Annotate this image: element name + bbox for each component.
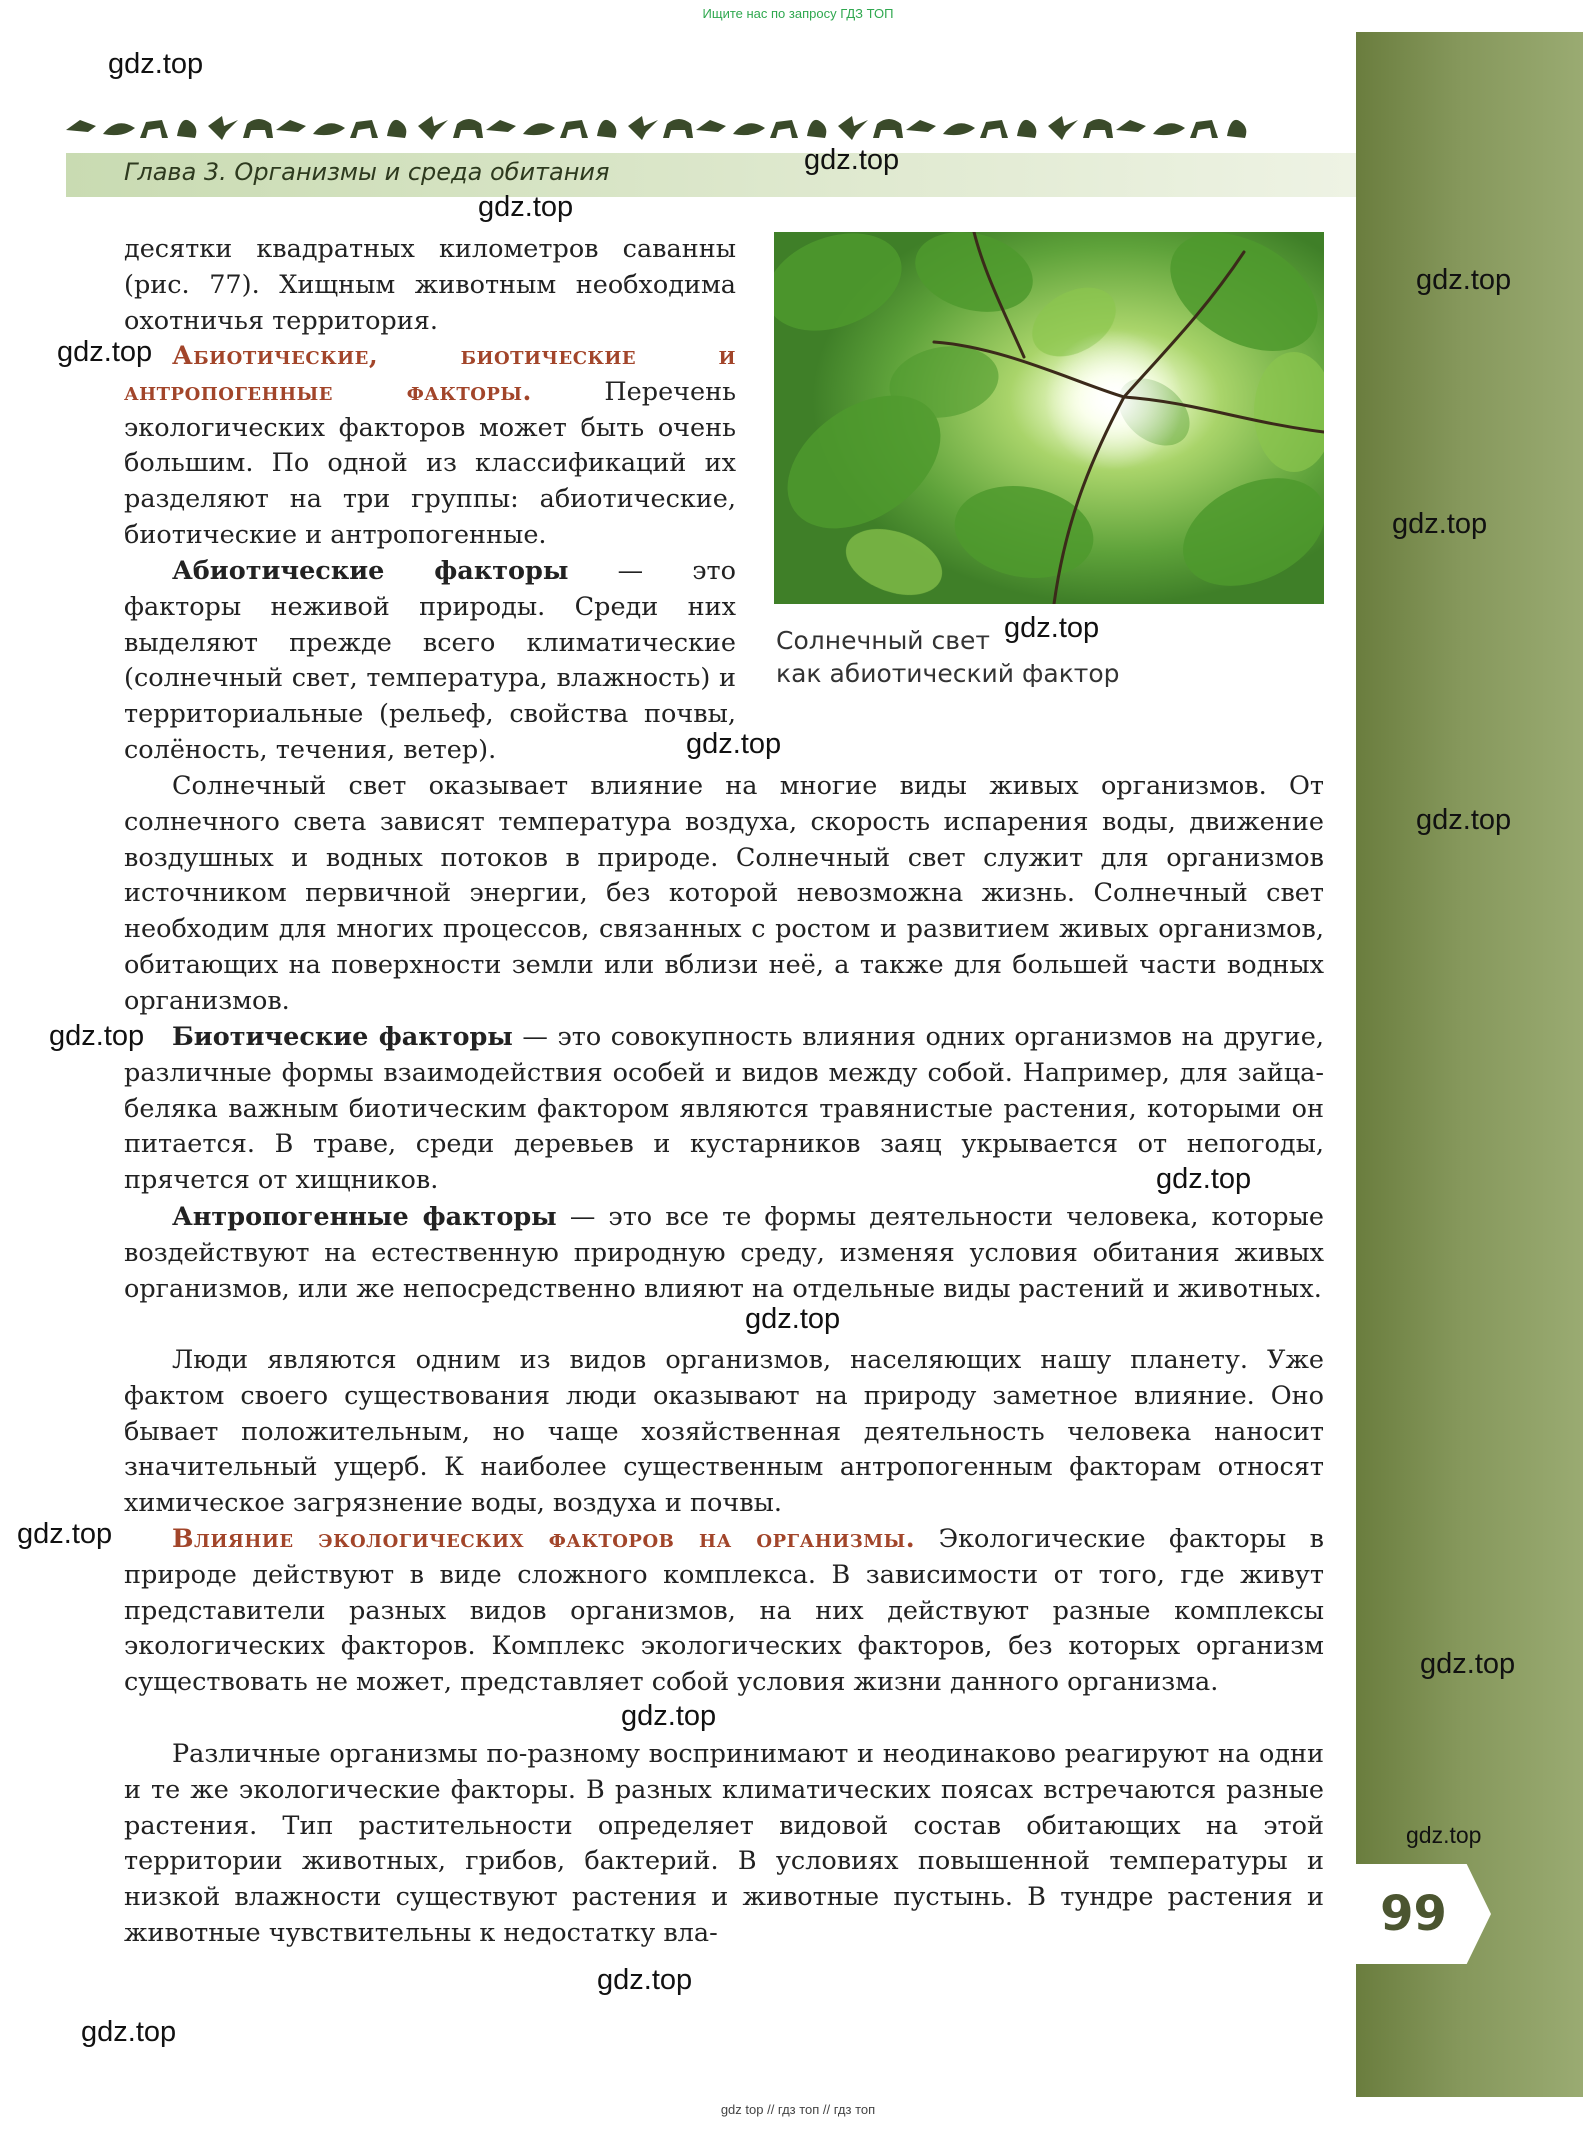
animal-silhouette-icon — [696, 120, 726, 132]
watermark: gdz.top — [597, 1964, 693, 1996]
animal-silhouette-icon — [1017, 120, 1036, 138]
animal-silhouette-icon — [486, 120, 516, 132]
animal-silhouette-icon — [276, 120, 306, 132]
animal-silhouette-icon — [838, 116, 868, 140]
chapter-title: Глава 3. Организмы и среда обитания — [124, 158, 610, 186]
watermark: gdz.top — [57, 336, 153, 368]
paragraph-biotic — [124, 1020, 1324, 1199]
animal-silhouette-icon — [597, 120, 616, 138]
paragraph-factor-influence-text: Экологические факторы в природе действуют в виде сложного комплекса. В зависимости от того, где живут представители разных видов организмов, на них действуют разные комплексы экологических факторов. Комплекс экологических факторов, без которых организм существовать не может, представляет собой условия жизни данного организма. — [124, 1524, 1324, 1698]
animal-silhouette-icon — [103, 123, 135, 135]
paragraph-humans: Люди являются одним из видов организмов, населяющих нашу планету. Уже фактом своего существования люди оказывают на природу заметное влияние. Оно бывает положительным, но чаще хозяйственная деятельность человека наносит значительный ущерб. К наиболее существенным антропогенным факторам относят химическое загрязнение воды, воздуха и почвы. — [124, 1345, 1324, 1519]
watermark: gdz.top — [49, 1020, 145, 1052]
paragraph-abiotic — [124, 554, 736, 769]
animal-silhouette-icon — [628, 116, 658, 140]
watermark: gdz.top — [1156, 1163, 1252, 1195]
animal-silhouette-icon — [208, 116, 238, 140]
term-anthropogenic: Антропогенные факторы — [172, 1202, 557, 1232]
paragraph-factor-groups — [124, 339, 736, 554]
animal-silhouette-icon — [1153, 123, 1185, 135]
paragraph-climate-zones: Различные организмы по-разному воспринимают и неодинаково реагируют на одни и те же экологические факторы. В разных климатических поясах встречаются разные растения. Тип растительности определяет видовой состав обитающих на этой территории животных, грибов, бактерий. В условиях повышенной температуры и низкой влажности существуют растения и животные пустынь. В тундре растения и животные чувствительны к недостатку вла- — [124, 1739, 1324, 1948]
animal-silhouette-icon — [140, 120, 168, 138]
animal-silhouette-icon — [387, 120, 406, 138]
top-search-note: Ищите нас по запросу ГДЗ ТОП — [702, 6, 894, 21]
animal-silhouette-icon — [1227, 120, 1246, 138]
watermark: gdz.top — [686, 728, 782, 760]
watermark: gdz.top — [1406, 1822, 1482, 1848]
page-sidebar — [1356, 32, 1583, 2097]
term-biotic: Биотические факторы — [172, 1022, 513, 1052]
animal-silhouette-icon — [943, 123, 975, 135]
paragraph-factor-groups-text: Перечень экологических факторов может быть очень большим. По одной из классификаций их разделяют на три группы: абиотические, биотические и антропогенные. — [124, 376, 736, 550]
caption-line-1: Солнечный свет — [776, 626, 990, 655]
watermark: gdz.top — [17, 1518, 113, 1550]
paragraph-anthropogenic-text: — это все те формы деятельности человека, которые воздействуют на естественную природную среду, изменяя условия обитания живых организмов, или же непосредственно влияют на отдельные виды растений и животных. — [124, 1202, 1324, 1304]
watermark: gdz.top — [1416, 264, 1512, 296]
paragraph-sunlight: Солнечный свет оказывает влияние на многие виды живых организмов. От солнечного света зависят температура воздуха, скорость испарения воды, движение воздушных и водных потоков в природе. Солнечный свет служит для организмов источником первичной энергии, без которой невозможна жизнь. Солнечный свет необходим для многих процессов, связанных с ростом и развитием живых организмов, обитающих на поверхности земли или вблизи неё, а также для большей части водных организмов. — [124, 771, 1324, 1016]
animal-silhouette-icon — [523, 123, 555, 135]
watermark: gdz.top — [1004, 612, 1100, 644]
animal-silhouette-icon — [1048, 116, 1078, 140]
section-heading-factors: Абиотические, биотические и антропогенные факторы. — [124, 341, 736, 407]
paragraph-factor-influence — [124, 1522, 1324, 1701]
animal-silhouette-icon — [980, 120, 1008, 138]
watermark: gdz.top — [745, 1303, 841, 1335]
bottom-note: gdz top // гдз топ // гдз топ — [720, 2102, 876, 2117]
animal-silhouette-icon — [1083, 119, 1113, 138]
watermark: gdz.top — [1392, 508, 1488, 540]
figure-caption — [776, 624, 1176, 690]
paragraph-biotic-text: — это совокупность влияния одних организмов на другие, различные формы взаимодействия особей и видов между собой. Например, для зайца-беляка важным биотическим фактором являются травянистые растения, которыми он питается. В траве, среди деревьев и кустарников заяц укрывается от непогоды, прячется от хищников. — [124, 1022, 1324, 1196]
animal-silhouette-icon — [243, 119, 273, 138]
animal-silhouette-icon — [770, 120, 798, 138]
watermark: gdz.top — [804, 144, 900, 176]
animal-silhouette-icon — [177, 120, 196, 138]
page-number: 99 — [1380, 1886, 1447, 1942]
watermark: gdz.top — [81, 2016, 177, 2048]
animal-silhouette-icon — [313, 123, 345, 135]
watermark: gdz.top — [1416, 804, 1512, 836]
watermark: gdz.top — [1420, 1648, 1516, 1680]
section-heading-influence: Влияние экологических факторов на организмы. — [172, 1524, 916, 1554]
watermark: gdz.top — [621, 1700, 717, 1732]
paragraph-abiotic-text: — это факторы неживой природы. Среди них выделяют прежде всего климатические (солнечный свет, температура, влажность) и территориальные (рельеф, свойства почвы, солёность, течения, ветер). — [124, 556, 736, 765]
animal-silhouette-icon — [418, 116, 448, 140]
animal-silhouette-icon — [663, 119, 693, 138]
animal-silhouette-icon — [1190, 120, 1218, 138]
animal-silhouette-icon — [453, 119, 483, 138]
paragraph-savanna: десятки квадратных километров саванны (рис. 77). Хищным животным необходима охотничья территория. — [124, 234, 736, 336]
animal-silhouette-icon — [66, 120, 96, 132]
animal-silhouette-icon — [733, 123, 765, 135]
animal-silhouette-icon — [350, 120, 378, 138]
paragraph-anthropogenic — [124, 1200, 1324, 1307]
animal-silhouette-icon — [560, 120, 588, 138]
term-abiotic: Абиотические факторы — [172, 556, 569, 586]
sunlight-through-leaves-photo — [774, 232, 1324, 604]
animal-silhouette-icon — [906, 120, 936, 132]
watermark: gdz.top — [108, 48, 204, 80]
animal-silhouette-icon — [807, 120, 826, 138]
caption-line-2: как абиотический фактор — [776, 659, 1120, 688]
watermark: gdz.top — [478, 191, 574, 223]
animal-silhouette-icon — [873, 119, 903, 138]
animal-silhouette-icon — [1116, 120, 1146, 132]
animal-silhouette-strip — [66, 104, 1256, 148]
